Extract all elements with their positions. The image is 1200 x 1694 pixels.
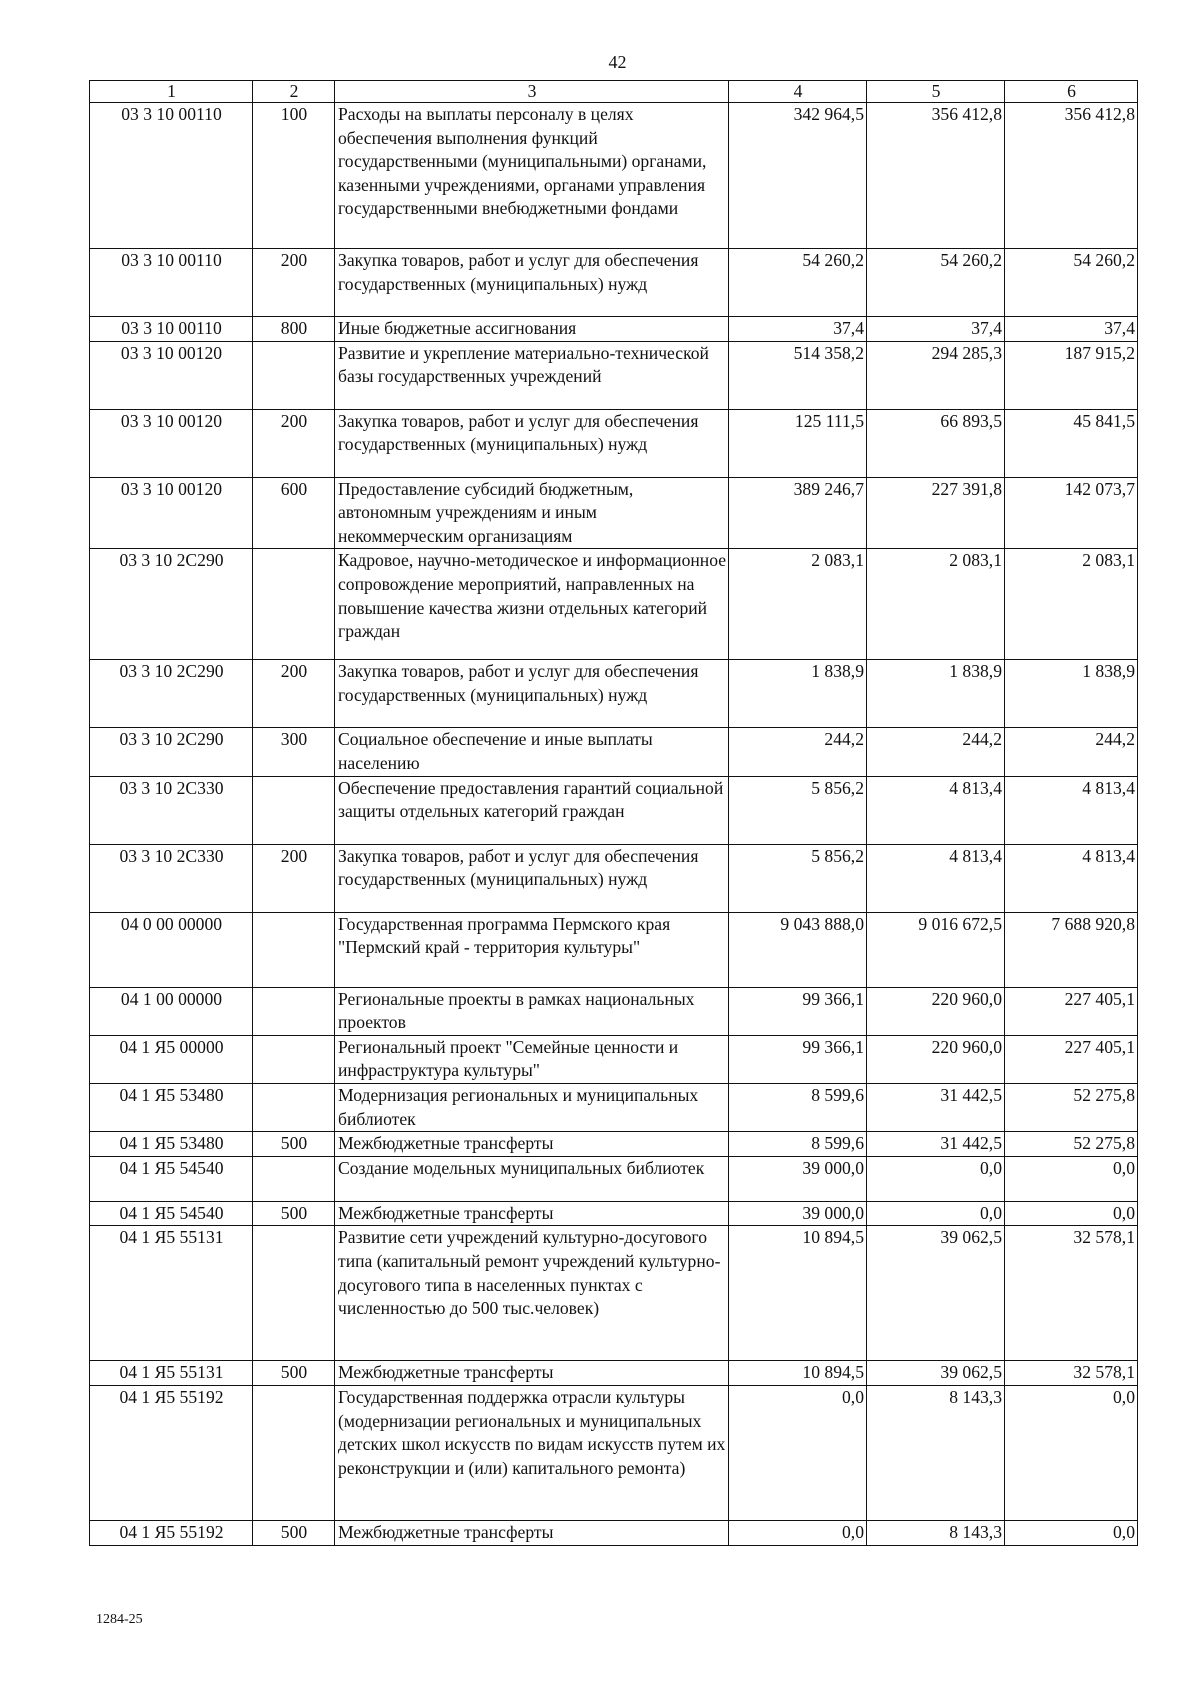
cell-name: Модернизация региональных и муниципальных библиотек xyxy=(335,1083,729,1131)
table-row xyxy=(90,1361,1138,1386)
cell-amount-col4: 2 083,1 xyxy=(729,549,867,660)
cell-expense-type: 500 xyxy=(253,1520,335,1545)
cell-code: 04 1 Я5 54540 xyxy=(90,1201,253,1226)
cell-expense-type: 200 xyxy=(253,660,335,728)
cell-code: 03 3 10 00120 xyxy=(90,477,253,549)
cell-expense-type xyxy=(253,1156,335,1201)
cell-amount-col4: 8 599,6 xyxy=(729,1083,867,1131)
cell-amount-col6: 2 083,1 xyxy=(1005,549,1138,660)
cell-name: Социальное обеспечение и иные выплаты населению xyxy=(335,728,729,776)
cell-name: Развитие и укрепление материально-технической базы государственных учреждений xyxy=(335,341,729,409)
cell-expense-type: 200 xyxy=(253,249,335,317)
cell-expense-type xyxy=(253,987,335,1035)
cell-expense-type: 300 xyxy=(253,728,335,776)
cell-name: Государственная программа Пермского края "Пермский край - территория культуры" xyxy=(335,912,729,987)
cell-amount-col4: 99 366,1 xyxy=(729,1035,867,1083)
cell-amount-col5: 220 960,0 xyxy=(867,1035,1005,1083)
cell-amount-col6: 244,2 xyxy=(1005,728,1138,776)
cell-amount-col4: 10 894,5 xyxy=(729,1226,867,1361)
header-row xyxy=(90,81,1138,103)
cell-amount-col6: 32 578,1 xyxy=(1005,1361,1138,1386)
cell-amount-col4: 389 246,7 xyxy=(729,477,867,549)
cell-name: Обеспечение предоставления гарантий социальной защиты отдельных категорий граждан xyxy=(335,776,729,844)
cell-expense-type xyxy=(253,912,335,987)
cell-amount-col5: 4 813,4 xyxy=(867,844,1005,912)
cell-amount-col6: 52 275,8 xyxy=(1005,1083,1138,1131)
cell-name: Закупка товаров, работ и услуг для обеспечения государственных (муниципальных) нужд xyxy=(335,409,729,477)
cell-code: 04 0 00 00000 xyxy=(90,912,253,987)
cell-name: Межбюджетные трансферты xyxy=(335,1132,729,1157)
cell-amount-col4: 37,4 xyxy=(729,317,867,342)
cell-name: Предоставление субсидий бюджетным, автономным учреждениям и иным некоммерческим организациям xyxy=(335,477,729,549)
cell-amount-col5: 37,4 xyxy=(867,317,1005,342)
table-row xyxy=(90,341,1138,409)
cell-amount-col6: 0,0 xyxy=(1005,1201,1138,1226)
table-row xyxy=(90,728,1138,776)
cell-amount-col6: 54 260,2 xyxy=(1005,249,1138,317)
cell-amount-col4: 39 000,0 xyxy=(729,1201,867,1226)
cell-amount-col5: 2 083,1 xyxy=(867,549,1005,660)
table-row xyxy=(90,776,1138,844)
cell-code: 04 1 Я5 55131 xyxy=(90,1226,253,1361)
cell-name: Межбюджетные трансферты xyxy=(335,1201,729,1226)
cell-expense-type xyxy=(253,1035,335,1083)
table-row xyxy=(90,477,1138,549)
cell-name: Иные бюджетные ассигнования xyxy=(335,317,729,342)
table-row xyxy=(90,844,1138,912)
cell-name: Региональные проекты в рамках национальных проектов xyxy=(335,987,729,1035)
cell-amount-col5: 8 143,3 xyxy=(867,1520,1005,1545)
cell-amount-col4: 5 856,2 xyxy=(729,844,867,912)
cell-name: Закупка товаров, работ и услуг для обеспечения государственных (муниципальных) нужд xyxy=(335,844,729,912)
table-row xyxy=(90,1132,1138,1157)
cell-amount-col6: 7 688 920,8 xyxy=(1005,912,1138,987)
cell-amount-col5: 31 442,5 xyxy=(867,1083,1005,1131)
cell-amount-col4: 342 964,5 xyxy=(729,103,867,249)
cell-amount-col5: 0,0 xyxy=(867,1156,1005,1201)
cell-code: 04 1 Я5 55192 xyxy=(90,1385,253,1520)
cell-expense-type xyxy=(253,1385,335,1520)
cell-amount-col5: 356 412,8 xyxy=(867,103,1005,249)
cell-code: 03 3 10 00120 xyxy=(90,409,253,477)
table-row xyxy=(90,317,1138,342)
cell-amount-col4: 8 599,6 xyxy=(729,1132,867,1157)
cell-amount-col6: 0,0 xyxy=(1005,1385,1138,1520)
cell-amount-col6: 356 412,8 xyxy=(1005,103,1138,249)
table-row xyxy=(90,249,1138,317)
cell-amount-col4: 54 260,2 xyxy=(729,249,867,317)
cell-amount-col6: 0,0 xyxy=(1005,1156,1138,1201)
cell-amount-col5: 54 260,2 xyxy=(867,249,1005,317)
cell-amount-col6: 45 841,5 xyxy=(1005,409,1138,477)
cell-amount-col6: 227 405,1 xyxy=(1005,1035,1138,1083)
cell-code: 04 1 Я5 55131 xyxy=(90,1361,253,1386)
cell-name: Развитие сети учреждений культурно-досугового типа (капитальный ремонт учреждений культурно-досугового типа в населенных пунктах с численностью до 500 тыс.человек) xyxy=(335,1226,729,1361)
table-row xyxy=(90,912,1138,987)
cell-amount-col4: 9 043 888,0 xyxy=(729,912,867,987)
cell-amount-col4: 1 838,9 xyxy=(729,660,867,728)
table-row xyxy=(90,409,1138,477)
cell-amount-col6: 0,0 xyxy=(1005,1520,1138,1545)
cell-name: Межбюджетные трансферты xyxy=(335,1361,729,1386)
table-row xyxy=(90,1226,1138,1361)
cell-expense-type xyxy=(253,776,335,844)
table-row xyxy=(90,1385,1138,1520)
cell-code: 03 3 10 00110 xyxy=(90,317,253,342)
cell-expense-type xyxy=(253,1083,335,1131)
cell-amount-col5: 31 442,5 xyxy=(867,1132,1005,1157)
cell-code: 03 3 10 2С330 xyxy=(90,844,253,912)
cell-code: 04 1 Я5 54540 xyxy=(90,1156,253,1201)
table-row xyxy=(90,103,1138,249)
column-header-3: 3 xyxy=(335,81,729,103)
cell-amount-col4: 244,2 xyxy=(729,728,867,776)
cell-code: 03 3 10 2С290 xyxy=(90,728,253,776)
cell-name: Закупка товаров, работ и услуг для обеспечения государственных (муниципальных) нужд xyxy=(335,249,729,317)
cell-code: 04 1 Я5 53480 xyxy=(90,1083,253,1131)
budget-table xyxy=(89,80,1138,1546)
cell-name: Межбюджетные трансферты xyxy=(335,1520,729,1545)
cell-amount-col6: 227 405,1 xyxy=(1005,987,1138,1035)
column-header-2: 2 xyxy=(253,81,335,103)
cell-amount-col4: 125 111,5 xyxy=(729,409,867,477)
column-header-6: 6 xyxy=(1005,81,1138,103)
cell-expense-type: 200 xyxy=(253,409,335,477)
cell-amount-col5: 39 062,5 xyxy=(867,1226,1005,1361)
table-header xyxy=(90,81,1138,103)
table-row xyxy=(90,549,1138,660)
cell-amount-col5: 227 391,8 xyxy=(867,477,1005,549)
cell-name: Создание модельных муниципальных библиотек xyxy=(335,1156,729,1201)
column-header-4: 4 xyxy=(729,81,867,103)
cell-amount-col4: 99 366,1 xyxy=(729,987,867,1035)
cell-expense-type xyxy=(253,1226,335,1361)
cell-amount-col6: 32 578,1 xyxy=(1005,1226,1138,1361)
cell-amount-col5: 39 062,5 xyxy=(867,1361,1005,1386)
cell-code: 03 3 10 2С290 xyxy=(90,549,253,660)
cell-amount-col5: 0,0 xyxy=(867,1201,1005,1226)
document-footer-code: 1284-25 xyxy=(96,1612,143,1627)
cell-amount-col4: 514 358,2 xyxy=(729,341,867,409)
cell-amount-col6: 1 838,9 xyxy=(1005,660,1138,728)
table-row xyxy=(90,1520,1138,1545)
cell-expense-type: 200 xyxy=(253,844,335,912)
cell-expense-type xyxy=(253,341,335,409)
cell-amount-col5: 1 838,9 xyxy=(867,660,1005,728)
cell-code: 03 3 10 00110 xyxy=(90,249,253,317)
cell-name: Расходы на выплаты персоналу в целях обеспечения выполнения функций государственными (муниципальными) органами, казенными учреждениями, органами управления государственными внебюджетными фондами xyxy=(335,103,729,249)
cell-code: 04 1 00 00000 xyxy=(90,987,253,1035)
cell-amount-col4: 10 894,5 xyxy=(729,1361,867,1386)
cell-name: Государственная поддержка отрасли культуры (модернизации региональных и муниципальных детских школ искусств по видам искусств путем их реконструкции и (или) капитального ремонта) xyxy=(335,1385,729,1520)
cell-amount-col4: 0,0 xyxy=(729,1385,867,1520)
cell-code: 03 3 10 2С290 xyxy=(90,660,253,728)
table-row xyxy=(90,660,1138,728)
cell-code: 03 3 10 00110 xyxy=(90,103,253,249)
table-row xyxy=(90,1083,1138,1131)
cell-expense-type: 500 xyxy=(253,1201,335,1226)
cell-expense-type: 500 xyxy=(253,1132,335,1157)
cell-amount-col6: 4 813,4 xyxy=(1005,844,1138,912)
column-header-1: 1 xyxy=(90,81,253,103)
cell-code: 03 3 10 2С330 xyxy=(90,776,253,844)
cell-amount-col5: 4 813,4 xyxy=(867,776,1005,844)
cell-amount-col4: 0,0 xyxy=(729,1520,867,1545)
cell-amount-col6: 52 275,8 xyxy=(1005,1132,1138,1157)
table-body xyxy=(90,103,1138,1546)
cell-amount-col4: 5 856,2 xyxy=(729,776,867,844)
cell-name: Региональный проект "Семейные ценности и инфраструктура культуры" xyxy=(335,1035,729,1083)
cell-expense-type xyxy=(253,549,335,660)
cell-code: 04 1 Я5 53480 xyxy=(90,1132,253,1157)
cell-name: Закупка товаров, работ и услуг для обеспечения государственных (муниципальных) нужд xyxy=(335,660,729,728)
cell-expense-type: 800 xyxy=(253,317,335,342)
table-row xyxy=(90,1201,1138,1226)
cell-name: Кадровое, научно-методическое и информационное сопровождение мероприятий, направленных на повышение качества жизни отдельных категорий граждан xyxy=(335,549,729,660)
cell-code: 03 3 10 00120 xyxy=(90,341,253,409)
cell-code: 04 1 Я5 00000 xyxy=(90,1035,253,1083)
cell-code: 04 1 Я5 55192 xyxy=(90,1520,253,1545)
cell-amount-col5: 9 016 672,5 xyxy=(867,912,1005,987)
cell-amount-col6: 187 915,2 xyxy=(1005,341,1138,409)
page-number: 42 xyxy=(608,52,627,72)
cell-amount-col6: 4 813,4 xyxy=(1005,776,1138,844)
cell-amount-col5: 66 893,5 xyxy=(867,409,1005,477)
cell-amount-col6: 37,4 xyxy=(1005,317,1138,342)
cell-expense-type: 500 xyxy=(253,1361,335,1386)
cell-amount-col6: 142 073,7 xyxy=(1005,477,1138,549)
cell-amount-col5: 244,2 xyxy=(867,728,1005,776)
cell-amount-col5: 8 143,3 xyxy=(867,1385,1005,1520)
cell-expense-type: 100 xyxy=(253,103,335,249)
cell-amount-col5: 294 285,3 xyxy=(867,341,1005,409)
table-row xyxy=(90,1035,1138,1083)
table-row xyxy=(90,987,1138,1035)
cell-expense-type: 600 xyxy=(253,477,335,549)
table-row xyxy=(90,1156,1138,1201)
cell-amount-col5: 220 960,0 xyxy=(867,987,1005,1035)
cell-amount-col4: 39 000,0 xyxy=(729,1156,867,1201)
column-header-5: 5 xyxy=(867,81,1005,103)
